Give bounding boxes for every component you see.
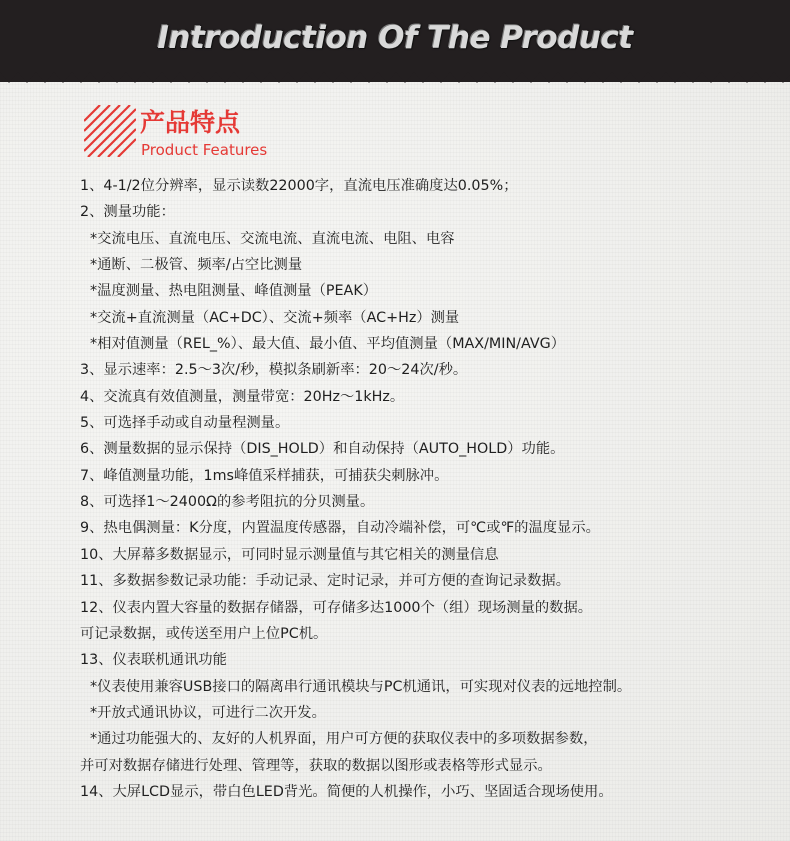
feature-list [80,173,770,805]
feature-item: 并可对数据存储进行处理、管理等，获取的数据以图形或表格等形式显示。 [80,757,552,774]
feature-item: 12、仪表内置大容量的数据存储器，可存储多达1000个（组）现场测量的数据。 [80,599,593,616]
diagonal-stripes-icon [84,105,136,157]
feature-subitem: *通断、二极管、频率/占空比测量 [90,257,303,274]
feature-item: 5、可选择手动或自动量程测量。 [80,415,290,432]
header-banner [0,0,790,82]
feature-item: 10、大屏幕多数据显示，可同时显示测量值与其它相关的测量信息 [80,546,499,563]
feature-item: 13、仪表联机通讯功能 [80,652,227,669]
feature-subitem: *通过功能强大的、友好的人机界面，用户可方便的获取仪表中的多项数据参数， [90,731,598,748]
feature-item: 14、大屏LCD显示，带白色LED背光。简便的人机操作，小巧、坚固适合现场使用。 [80,783,613,800]
banner-title: Introduction Of The Product [157,20,633,56]
feature-subitem: *交流电压、直流电压、交流电流、直流电流、电阻、电容 [90,230,455,247]
section-heading [84,103,384,163]
feature-item: 11、多数据参数记录功能：手动记录、定时记录，并可方便的查询记录数据。 [80,573,570,590]
feature-subitem: *相对值测量（REL_%）、最大值、最小值、平均值测量（MAX/MIN/AVG） [90,336,566,353]
feature-subitem: *开放式通讯协议，可进行二次开发。 [90,704,326,721]
feature-subitem: *仪表使用兼容USB接口的隔离串行通讯模块与PC机通讯，可实现对仪表的远地控制。 [90,678,632,695]
feature-item: 7、峰值测量功能，1ms峰值采样捕获，可捕获尖刺脉冲。 [80,467,449,484]
feature-item: 可记录数据，或传送至用户上位PC机。 [80,625,328,642]
feature-item: 9、热电偶测量：K分度，内置温度传感器，自动冷端补偿，可℃或℉的温度显示。 [80,520,600,537]
section-title-cn: 产品特点 [140,108,241,137]
feature-item: 1、4-1/2位分辨率，显示读数22000字，直流电压准确度达0.05%； [80,178,518,194]
feature-item: 8、可选择1～2400Ω的参考阻抗的分贝测量。 [80,494,375,511]
feature-item: 3、显示速率：2.5～3次/秒，模拟条刷新率：20～24次/秒。 [80,362,468,379]
feature-subitem: *温度测量、热电阻测量、峰值测量（PEAK） [90,283,378,300]
feature-item: 2、测量功能： [80,204,175,221]
banner-zigzag-edge [0,72,790,84]
feature-item: 4、交流真有效值测量，测量带宽：20Hz～1kHz。 [80,388,405,405]
section-title-en: Product Features [141,141,268,159]
feature-subitem: *交流+直流测量（AC+DC）、交流+频率（AC+Hz）测量 [90,309,460,326]
feature-item: 6、测量数据的显示保持（DIS_HOLD）和自动保持（AUTO_HOLD）功能。 [80,441,565,458]
